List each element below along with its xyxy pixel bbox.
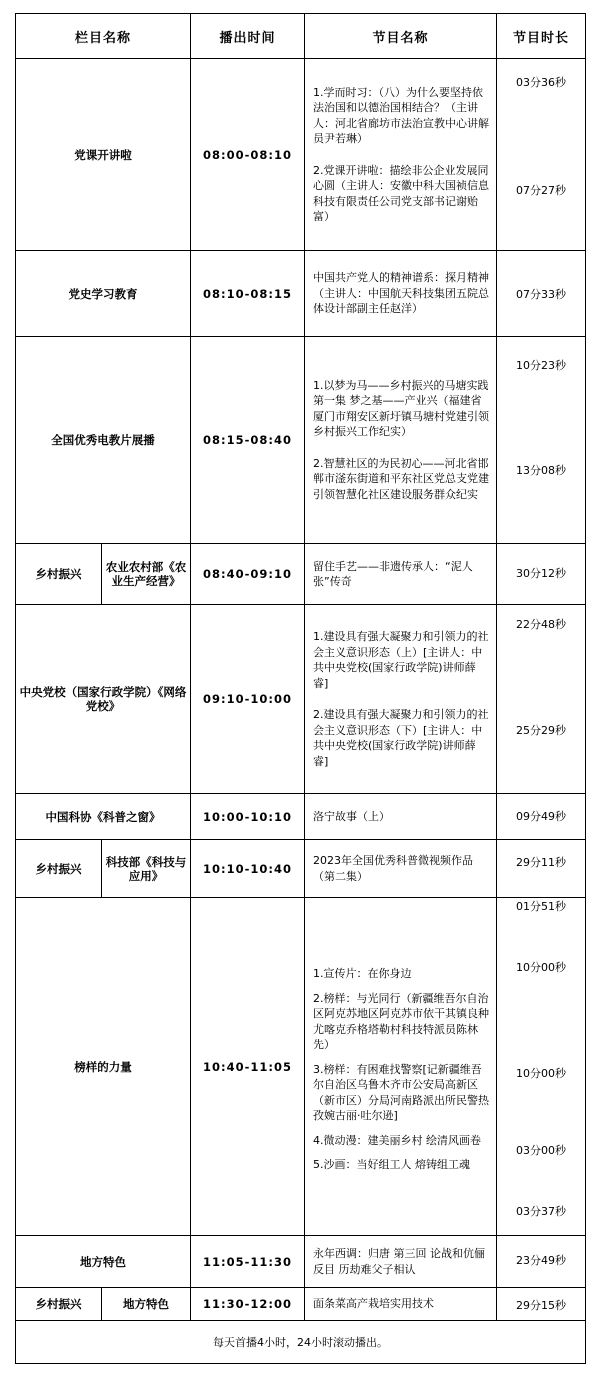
air-time: 11:05-11:30 [191,1236,305,1288]
column-name: 乡村振兴 [16,544,102,605]
table-row [16,59,586,251]
column-name: 榜样的力量 [16,898,191,1236]
header-column-name: 栏目名称 [16,14,191,59]
duration-cell [497,337,586,544]
column-name: 乡村振兴 [16,840,102,898]
air-time: 08:10-08:15 [191,251,305,337]
air-time: 08:40-09:10 [191,544,305,605]
table-row [16,605,586,794]
duration-value: 10分23秒 [516,359,567,372]
program-title: 中国共产党人的精神谱系：探月精神（主讲人：中国航天科技集团五院总体设计部副主任赵洋） [313,271,490,316]
program-title: 2.榜样：与光同行（新疆维吾尔自治区阿克苏地区阿克苏市依干其镇良种尤喀克乔格塔勒村科技特派员陈林先） [313,991,490,1052]
program-cell [305,794,497,840]
duration-value: 25分29秒 [516,724,567,737]
table-row [16,840,586,898]
air-time: 10:10-10:40 [191,840,305,898]
table-row [16,337,586,544]
program-title: 5.沙画：当好组工人 熔铸组工魂 [313,1158,471,1172]
duration-value: 10分00秒 [516,1067,567,1080]
program-cell [305,1236,497,1288]
program-cell [305,840,497,898]
program-title: 面条菜高产栽培实用技术 [313,1297,435,1311]
duration-value: 03分36秒 [516,76,567,89]
schedule-table [15,13,586,1364]
header-duration: 节目时长 [497,14,586,59]
column-name: 党课开讲啦 [16,59,191,251]
duration-value: 01分51秒 [516,900,567,913]
header-program-name: 节目名称 [305,14,497,59]
program-title: 3.榜样：有困难找警察[记新疆维吾尔自治区乌鲁木齐市公安局高新区（新市区）分局河南路派出所民警热孜婉古丽·吐尔逊] [313,1062,490,1123]
program-title: 留住手艺——非遗传承人：“泥人张”传奇 [313,559,473,588]
program-title: 4.微动漫：建美丽乡村 绘清风画卷 [313,1133,482,1147]
program-cell [305,337,497,544]
duration-value: 03分00秒 [516,1144,567,1157]
duration-value: 07分33秒 [516,288,567,301]
duration-cell [497,544,586,605]
column-name: 全国优秀电教片展播 [16,337,191,544]
program-title: 1.建设具有强大凝聚力和引领力的社会主义意识形态（上）[主讲人：中共中央党校(国家行政学院)讲师薛睿] [313,630,489,690]
program-title: 2023年全国优秀科普微视频作品（第二集） [313,854,474,883]
air-time: 08:15-08:40 [191,337,305,544]
program-cell [305,1288,497,1321]
footer-note: 每天首播4小时，24小时滚动播出。 [16,1321,586,1364]
column-name: 地方特色 [16,1236,191,1288]
air-time: 11:30-12:00 [191,1288,305,1321]
footer-row [16,1321,586,1364]
duration-cell [497,898,586,1236]
program-title: 1.以梦为马——乡村振兴的马塘实践 第一集 梦之基——产业兴（福建省厦门市翔安区新圩镇马塘村党建引领乡村振兴工作纪实） [313,378,490,439]
table-row [16,1288,586,1321]
program-cell [305,605,497,794]
duration-cell [497,251,586,337]
duration-cell [497,1236,586,1288]
duration-value: 23分49秒 [516,1254,567,1267]
duration-value: 29分15秒 [516,1299,567,1312]
duration-value: 09分49秒 [516,810,567,823]
program-title: 2.智慧社区的为民初心——河北省邯郸市滏东街道和平东社区党总支党建引领智慧化社区建设服务群众纪实 [313,456,490,501]
program-title: 永年西调：归唐 第三回 论战和伉俪反目 历劫难父子相认 [313,1247,486,1276]
duration-cell [497,794,586,840]
table-row [16,1236,586,1288]
air-time: 10:40-11:05 [191,898,305,1236]
program-title: 1.宣传片：在你身边 [313,967,412,981]
column-name: 乡村振兴 [16,1288,102,1321]
duration-cell [497,840,586,898]
air-time: 08:00-08:10 [191,59,305,251]
program-title: 1.学而时习：（八）为什么要坚持依法治国和以德治国相结合？（主讲人：河北省廊坊市法治宣教中心讲解员尹若琳） [313,85,490,145]
duration-value: 30分12秒 [516,567,567,580]
program-cell [305,898,497,1236]
air-time: 09:10-10:00 [191,605,305,794]
table-row [16,544,586,605]
duration-value: 07分27秒 [516,184,567,197]
duration-value: 10分00秒 [516,961,567,974]
program-title: 2.建设具有强大凝聚力和引领力的社会主义意识形态（下）[主讲人：中共中央党校(国家行政学院)讲师薛睿] [313,708,489,768]
duration-cell [497,605,586,794]
program-cell [305,544,497,605]
sub-column-name: 地方特色 [102,1288,191,1321]
program-title: 洛宁故事（上） [313,809,391,823]
sub-column-name: 农业农村部《农业生产经营》 [102,544,191,605]
air-time: 10:00-10:10 [191,794,305,840]
duration-value: 22分48秒 [516,618,567,631]
duration-value: 13分08秒 [516,464,567,477]
duration-cell [497,59,586,251]
table-row [16,251,586,337]
sub-column-name: 科技部《科技与应用》 [102,840,191,898]
header-air-time: 播出时间 [191,14,305,59]
program-cell [305,59,497,251]
table-row [16,794,586,840]
program-cell [305,251,497,337]
program-title: 2.党课开讲啦：描绘非公企业发展同心圆（主讲人：安徽中科大国祯信息科技有限责任公司党支部书记谢贻富） [313,163,490,223]
column-name: 中央党校（国家行政学院）《网络党校》 [16,605,191,794]
header-row [16,14,586,59]
table-row [16,898,586,1236]
duration-value: 29分11秒 [516,856,567,869]
duration-value: 03分37秒 [516,1205,567,1218]
column-name: 中国科协《科普之窗》 [16,794,191,840]
duration-cell [497,1288,586,1321]
column-name: 党史学习教育 [16,251,191,337]
